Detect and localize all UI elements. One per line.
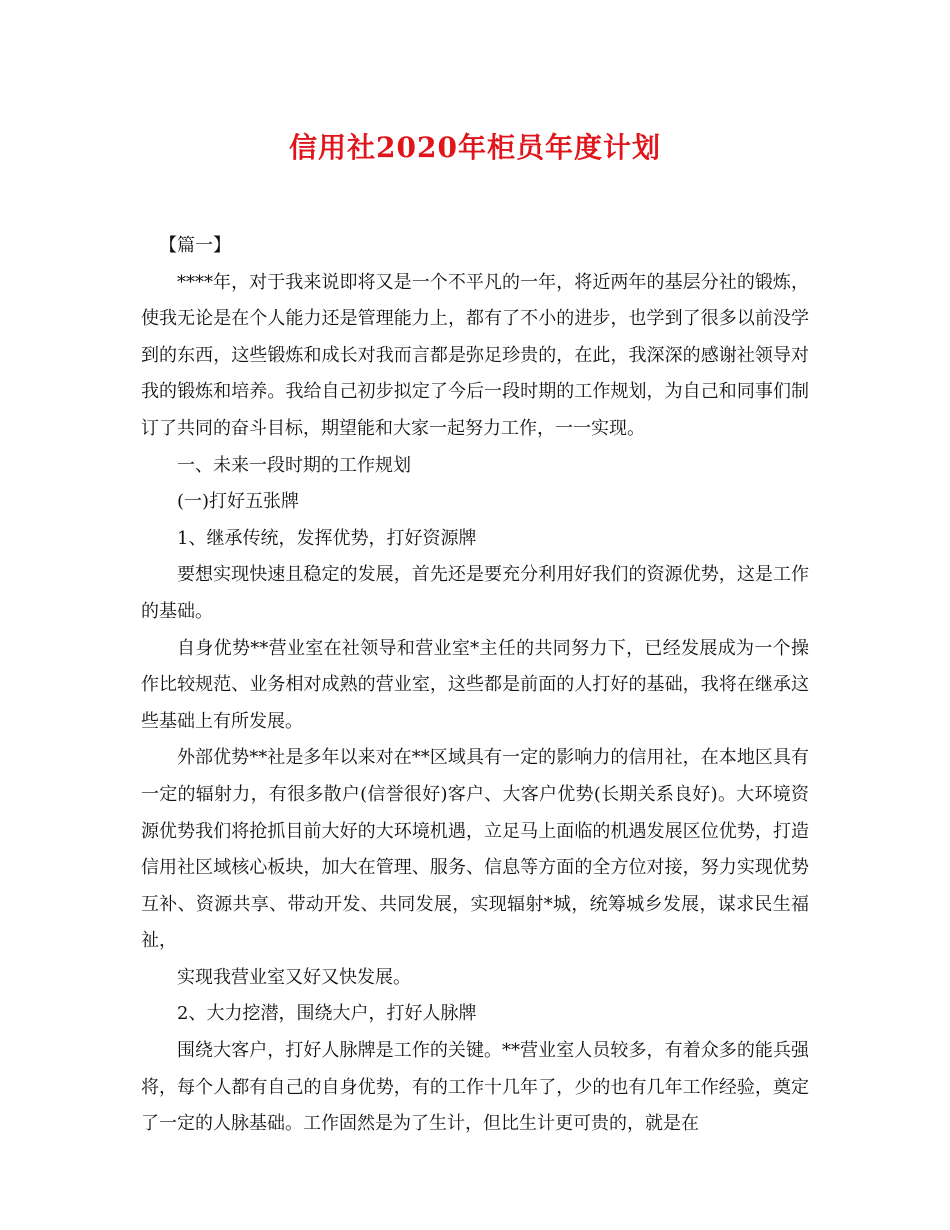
item-resource-card: 1、继承传统，发挥优势，打好资源牌 — [177, 527, 477, 549]
document-body — [141, 228, 809, 1143]
document-title: 信用社2020年柜员年度计划 — [289, 131, 661, 164]
section-marker: 【篇一】 — [159, 235, 231, 256]
heading-work-plan: 一、未来一段时期的工作规划 — [177, 454, 411, 476]
paragraph-fast-development: 实现我营业室又好又快发展。 — [177, 966, 411, 988]
item-network-card: 2、大力挖潜，围绕大户，打好人脉牌 — [177, 1003, 477, 1025]
paragraph-external-advantage: 外部优势**社是多年以来对在**区域具有一定的影响力的信用社，在本地区具有一定的辐射力，有很多散户(信誉很好)客户、大客户优势(长期关系良好)。大环境资源优势我们将抢抓目前大好的大环境机遇，立足马上面临的机遇发展区位优势，打造信用社区域核心板块，加大在管理、服务、信息等方面的全方位对接，努力实现优势互补、资源共享、带动开发、共同发展，实现辐射*城，统筹城乡发展，谋求民生福祉， — [141, 747, 809, 952]
subheading-five-cards: (一)打好五张牌 — [177, 491, 300, 513]
paragraph-resource-advantage: 要想实现快速且稳定的发展，首先还是要充分利用好我们的资源优势，这是工作的基础。 — [141, 564, 809, 622]
paragraph-big-clients: 围绕大客户，打好人脉牌是工作的关键。**营业室人员较多，有着众多的能兵强将，每个人都有自己的自身优势，有的工作十几年了，少的也有几年工作经验，奠定了一定的人脉基础。工作固然是为了生计，但比生计更可贵的，就是在 — [141, 1040, 809, 1135]
paragraph-intro: ****年，对于我来说即将又是一个不平凡的一年，将近两年的基层分社的锻炼，使我无论是在个人能力还是管理能力上，都有了不小的进步，也学到了很多以前没学到的东西，这些锻炼和成长对我而言都是弥足珍贵的，在此，我深深的感谢社领导对我的锻炼和培养。我给自己初步拟定了今后一段时期的工作规划，为自己和同事们制订了共同的奋斗目标，期望能和大家一起努力工作，一一实现。 — [141, 271, 809, 439]
paragraph-self-advantage: 自身优势**营业室在社领导和营业室*主任的共同努力下，已经发展成为一个操作比较规范、业务相对成熟的营业室，这些都是前面的人打好的基础，我将在继承这些基础上有所发展。 — [141, 637, 809, 732]
